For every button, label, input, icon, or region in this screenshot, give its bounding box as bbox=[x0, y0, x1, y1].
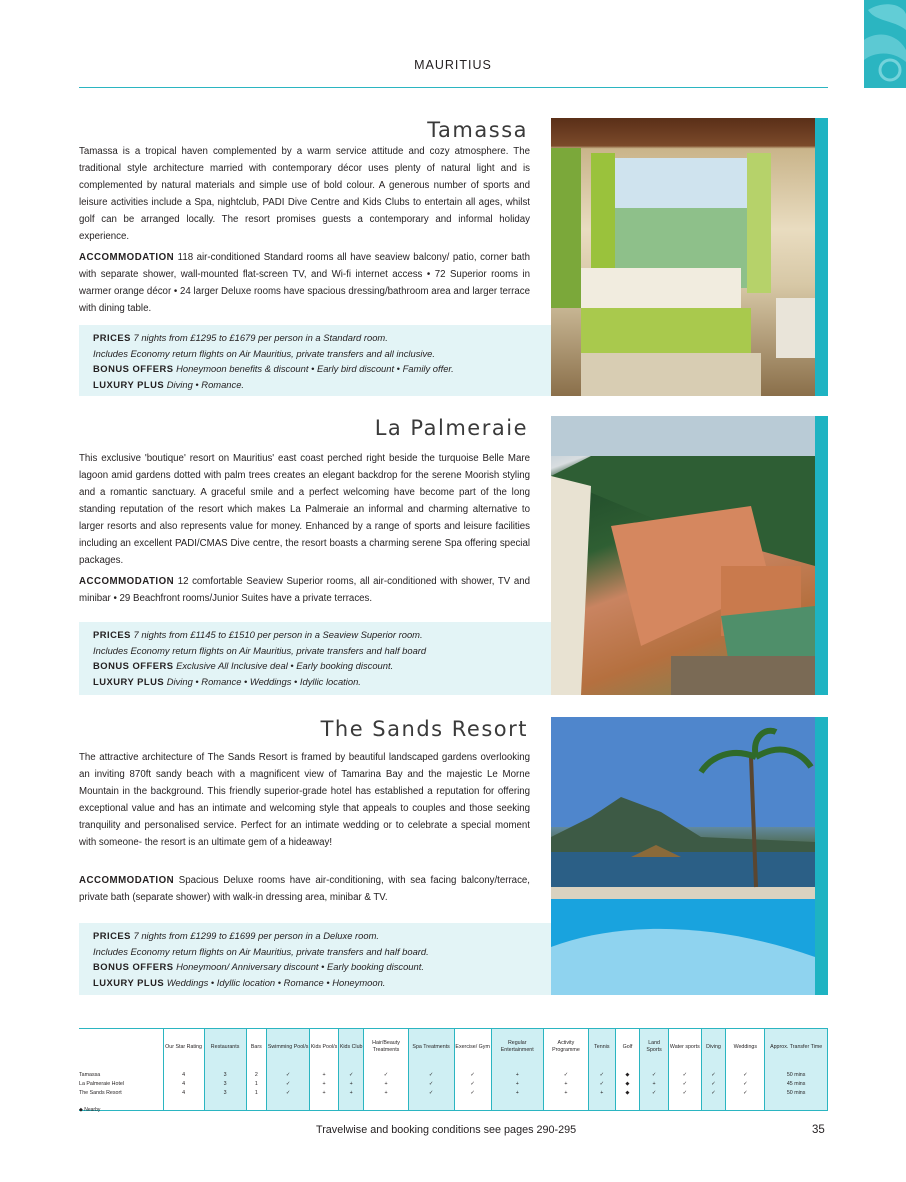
table-header-cell: Swimming Pool/s bbox=[267, 1029, 310, 1066]
table-cell: ✓ bbox=[338, 1071, 364, 1080]
bonus-text: Honeymoon/ Anniversary discount • Early booking discount. bbox=[176, 961, 424, 972]
luxury-label: LUXURY PLUS bbox=[93, 976, 165, 988]
hotel-photo bbox=[551, 118, 815, 396]
table-bottom-cell bbox=[588, 1098, 615, 1111]
corner-decoration bbox=[864, 0, 906, 88]
table-cell: 3 bbox=[204, 1089, 246, 1098]
table-header-cell: Hair/Beauty Treatments bbox=[364, 1029, 408, 1066]
table-bottom-cell bbox=[267, 1098, 310, 1111]
table-cell: ✓ bbox=[726, 1089, 765, 1098]
table-cell: ✓ bbox=[701, 1071, 726, 1080]
table-header-cell: Approx. Transfer Time bbox=[765, 1029, 828, 1066]
table-cell: 50 mins bbox=[765, 1071, 828, 1080]
table-cell: ✓ bbox=[668, 1071, 701, 1080]
table-bottom-cell bbox=[246, 1098, 267, 1111]
table-header-cell: Spa Treatments bbox=[408, 1029, 454, 1066]
table-header-cell: Land Sports bbox=[640, 1029, 669, 1066]
table-cell: + bbox=[491, 1089, 543, 1098]
table-cell: ✓ bbox=[588, 1080, 615, 1089]
table-cell: ✓ bbox=[640, 1071, 669, 1080]
table-header-cell: Restaurants bbox=[204, 1029, 246, 1066]
table-cell: ✓ bbox=[543, 1071, 588, 1080]
hotel-title: Tamassa bbox=[427, 118, 528, 142]
table-cell: 1 bbox=[246, 1080, 267, 1089]
hotel-la-palmeraie bbox=[79, 416, 828, 695]
table-bottom-cell bbox=[701, 1098, 726, 1111]
table-header-cell: Kids Club bbox=[338, 1029, 364, 1066]
table-bottom-cell bbox=[364, 1098, 408, 1111]
table-bottom-cell bbox=[408, 1098, 454, 1111]
luxury-label: LUXURY PLUS bbox=[93, 378, 165, 390]
facilities-table bbox=[79, 1028, 828, 1111]
hotel-description: The attractive architecture of The Sands Resort is framed by beautiful landscaped gardens overlooking an inviting 870ft sandy beach with a magnificent view of Tamarina Bay and the majestic Le Morne Mountain in the background. This friendly superior-grade hotel has established a reputation for offering exceptional value and has an intimate and welcoming style that appeals to couples and those seeking tranquility and personalised service. Perfect for an intimate wedding or to celebrate a special moment with someone- the resort is an ultimate gem of a hideaway! bbox=[79, 752, 530, 848]
table-header-cell: Diving bbox=[701, 1029, 726, 1066]
header-rule bbox=[79, 87, 828, 88]
table-header-cell: Weddings bbox=[726, 1029, 765, 1066]
table-cell: ✓ bbox=[588, 1071, 615, 1080]
bonus-text: Exclusive All Inclusive deal • Early booking discount. bbox=[176, 660, 394, 671]
includes-text: Includes Economy return flights on Air Mauritius, private transfers and half board bbox=[93, 644, 427, 656]
table-cell: ◆ bbox=[615, 1080, 640, 1089]
table-bottom-cell bbox=[640, 1098, 669, 1111]
table-bottom-cell bbox=[726, 1098, 765, 1111]
table-cell: + bbox=[364, 1080, 408, 1089]
table-header-cell: Tennis bbox=[588, 1029, 615, 1066]
table-header-row bbox=[79, 1029, 828, 1066]
table-bottom-cell bbox=[163, 1098, 204, 1111]
table-bottom-cell bbox=[204, 1098, 246, 1111]
hotel-photo bbox=[551, 717, 815, 995]
table-cell: 50 mins bbox=[765, 1089, 828, 1098]
table-cell: 4 bbox=[163, 1089, 204, 1098]
table-cell: 3 bbox=[204, 1080, 246, 1089]
hotel-tamassa bbox=[79, 118, 828, 396]
table-cell: ✓ bbox=[267, 1071, 310, 1080]
table-cell: 1 bbox=[246, 1089, 267, 1098]
table-header-cell: Bars bbox=[246, 1029, 267, 1066]
table-cell: 4 bbox=[163, 1080, 204, 1089]
luxury-label: LUXURY PLUS bbox=[93, 675, 165, 687]
prices-box bbox=[79, 622, 551, 695]
hotel-description: Tamassa is a tropical haven complemented by a warm service attitude and cozy atmosphere. The traditional style architecture married with contemporary décor uses plenty of natural light and is complemented by natural materials and simple use of bold colour. A generous number of sports and leisure activities include a Spa, nightclub, PADI Dive Centre and Kids Clubs to entertain all ages, whilst golf can be arranged locally. The resort promises guests a contemporary and informal holiday experience. bbox=[79, 146, 530, 242]
table-cell: ✓ bbox=[267, 1089, 310, 1098]
luxury-text: Diving • Romance. bbox=[166, 378, 245, 390]
accommodation-details: 118 air-conditioned Standard rooms all have seaview balcony/ patio, corner bath with separate shower, wall-mounted flat-screen TV, and Wi-fi internet access • 72 Superior rooms in warmer orange décor • 24 larger Deluxe rooms have spacious dressing/bathroom area and larger terrace with dining table. bbox=[79, 252, 530, 314]
table-cell: ✓ bbox=[408, 1089, 454, 1098]
accent-strip bbox=[815, 416, 828, 695]
table-bottom-cell bbox=[491, 1098, 543, 1111]
table-bottom-cell bbox=[668, 1098, 701, 1111]
prices-box bbox=[79, 923, 551, 995]
table-cell: ✓ bbox=[668, 1089, 701, 1098]
table-bottom-cell bbox=[310, 1098, 339, 1111]
table-cell: + bbox=[338, 1080, 364, 1089]
table-cell: ✓ bbox=[454, 1089, 491, 1098]
prices-label: PRICES bbox=[93, 332, 131, 343]
hotel-photo bbox=[551, 416, 815, 695]
includes-text: Includes Economy return flights on Air Mauritius, private transfers and all inclusive. bbox=[93, 347, 435, 359]
table-cell: ✓ bbox=[454, 1071, 491, 1080]
table-row-name: La Palmeraie Hotel bbox=[79, 1081, 125, 1087]
nearby-note: ◆ Nearby bbox=[79, 1107, 101, 1113]
table-cell: ✓ bbox=[408, 1071, 454, 1080]
bonus-label: BONUS OFFERS bbox=[93, 961, 174, 972]
hotel-the-sands-resort bbox=[79, 717, 828, 995]
table-cell: ✓ bbox=[364, 1071, 408, 1080]
table-header-cell: Our Star Rating bbox=[163, 1029, 204, 1066]
table-header-cell: Regular Entertainment bbox=[491, 1029, 543, 1066]
table-header-cell: Activity Programme bbox=[543, 1029, 588, 1066]
table-cell: ◆ bbox=[615, 1089, 640, 1098]
page-number: 35 bbox=[812, 1124, 825, 1136]
table-cell: + bbox=[588, 1089, 615, 1098]
table-cell: + bbox=[310, 1071, 339, 1080]
accommodation-text bbox=[79, 573, 530, 607]
table-cell: 3 bbox=[204, 1071, 246, 1080]
accommodation-text bbox=[79, 872, 530, 906]
accent-strip bbox=[815, 118, 828, 396]
table-bottom bbox=[79, 1098, 828, 1111]
table-bottom-cell bbox=[338, 1098, 364, 1111]
table-cell: + bbox=[543, 1080, 588, 1089]
table-header-cell: Exercise/ Gym bbox=[454, 1029, 491, 1066]
table-cell: ✓ bbox=[701, 1089, 726, 1098]
region-title: MAURITIUS bbox=[414, 58, 492, 72]
table-cell: ✓ bbox=[701, 1080, 726, 1089]
bonus-label: BONUS OFFERS bbox=[93, 363, 174, 374]
table-bottom-cell bbox=[765, 1098, 828, 1111]
footer-note: Travelwise and booking conditions see pages 290-295 bbox=[316, 1124, 577, 1136]
table-cell: 45 mins bbox=[765, 1080, 828, 1089]
table-header-cell: Kids Pool/s bbox=[310, 1029, 339, 1066]
prices-box bbox=[79, 325, 551, 396]
table-cell: + bbox=[310, 1089, 339, 1098]
table-cell: + bbox=[543, 1089, 588, 1098]
accommodation-label: ACCOMMODATION bbox=[79, 576, 175, 587]
hotel-title: The Sands Resort bbox=[320, 717, 528, 741]
prices-text: 7 nights from £1299 to £1699 per person in a Deluxe room. bbox=[133, 930, 379, 941]
luxury-text: Weddings • Idyllic location • Romance • Honeymoon. bbox=[166, 976, 386, 988]
table-cell: ✓ bbox=[726, 1071, 765, 1080]
table-cell: ◆ bbox=[615, 1071, 640, 1080]
table-cell: + bbox=[338, 1089, 364, 1098]
table-cell: + bbox=[364, 1089, 408, 1098]
table-cell: ✓ bbox=[640, 1089, 669, 1098]
accommodation-label: ACCOMMODATION bbox=[79, 875, 175, 886]
table-bottom-cell bbox=[543, 1098, 588, 1111]
includes-text: Includes Economy return flights on Air Mauritius, private transfers and half board. bbox=[93, 945, 429, 957]
table-cell: ✓ bbox=[267, 1080, 310, 1089]
table-row-name: The Sands Resort bbox=[79, 1090, 122, 1096]
table-cell: + bbox=[640, 1080, 669, 1089]
accommodation-details: Spacious Deluxe rooms have air-conditioning, with sea facing balcony/terrace, private bath (separate shower) with walk-in dressing area, minibar & TV. bbox=[79, 875, 530, 903]
accommodation-label: ACCOMMODATION bbox=[79, 252, 175, 263]
prices-label: PRICES bbox=[93, 629, 131, 640]
table-cell: ✓ bbox=[726, 1080, 765, 1089]
table-cell: + bbox=[491, 1080, 543, 1089]
table-cell: + bbox=[491, 1071, 543, 1080]
table-cell: + bbox=[310, 1080, 339, 1089]
bonus-label: BONUS OFFERS bbox=[93, 660, 174, 671]
table-cell: ✓ bbox=[454, 1080, 491, 1089]
table-corner bbox=[79, 1029, 163, 1066]
table-bottom-cell bbox=[454, 1098, 491, 1111]
prices-label: PRICES bbox=[93, 930, 131, 941]
table-row bbox=[79, 1080, 828, 1089]
table-row bbox=[79, 1089, 828, 1098]
accommodation-text bbox=[79, 249, 530, 317]
prices-text: 7 nights from £1295 to £1679 per person in a Standard room. bbox=[133, 332, 388, 343]
bonus-text: Honeymoon benefits & discount • Early bird discount • Family offer. bbox=[176, 363, 454, 374]
prices-text: 7 nights from £1145 to £1510 per person in a Seaview Superior room. bbox=[133, 629, 423, 640]
table-header-cell: Water sports bbox=[668, 1029, 701, 1066]
table-cell: ✓ bbox=[408, 1080, 454, 1089]
accommodation-details: 12 comfortable Seaview Superior rooms, all air-conditioned with shower, TV and minibar • 29 Beachfront rooms/Junior Suites have a private terraces. bbox=[79, 576, 530, 604]
table-row bbox=[79, 1071, 828, 1080]
luxury-text: Diving • Romance • Weddings • Idyllic location. bbox=[166, 675, 361, 687]
table-row-name: Tamassa bbox=[79, 1072, 101, 1078]
accent-strip bbox=[815, 717, 828, 995]
hotel-title: La Palmeraie bbox=[374, 416, 528, 440]
table-cell: ✓ bbox=[668, 1080, 701, 1089]
table-bottom-cell bbox=[615, 1098, 640, 1111]
table-header-cell: Golf bbox=[615, 1029, 640, 1066]
hotel-description: This exclusive 'boutique' resort on Mauritius' east coast perched right beside the turquoise Belle Mare lagoon amid gardens dotted with palm trees creates an elegant backdrop for the serene Moorish styling and a romantic sanctuary. A graceful smile and a perfect welcoming have become part of the long standing reputation of the resort which makes La Palmeraie an informal and charming alternative to larger resorts and also represents value for money. Enhanced by a range of sports and leisure facilities including an excellent PADI/CMAS Dive centre, the resort boasts a charming serene Spa offering special packages. bbox=[79, 453, 530, 566]
table-cell: 4 bbox=[163, 1071, 204, 1080]
table-cell: 2 bbox=[246, 1071, 267, 1080]
